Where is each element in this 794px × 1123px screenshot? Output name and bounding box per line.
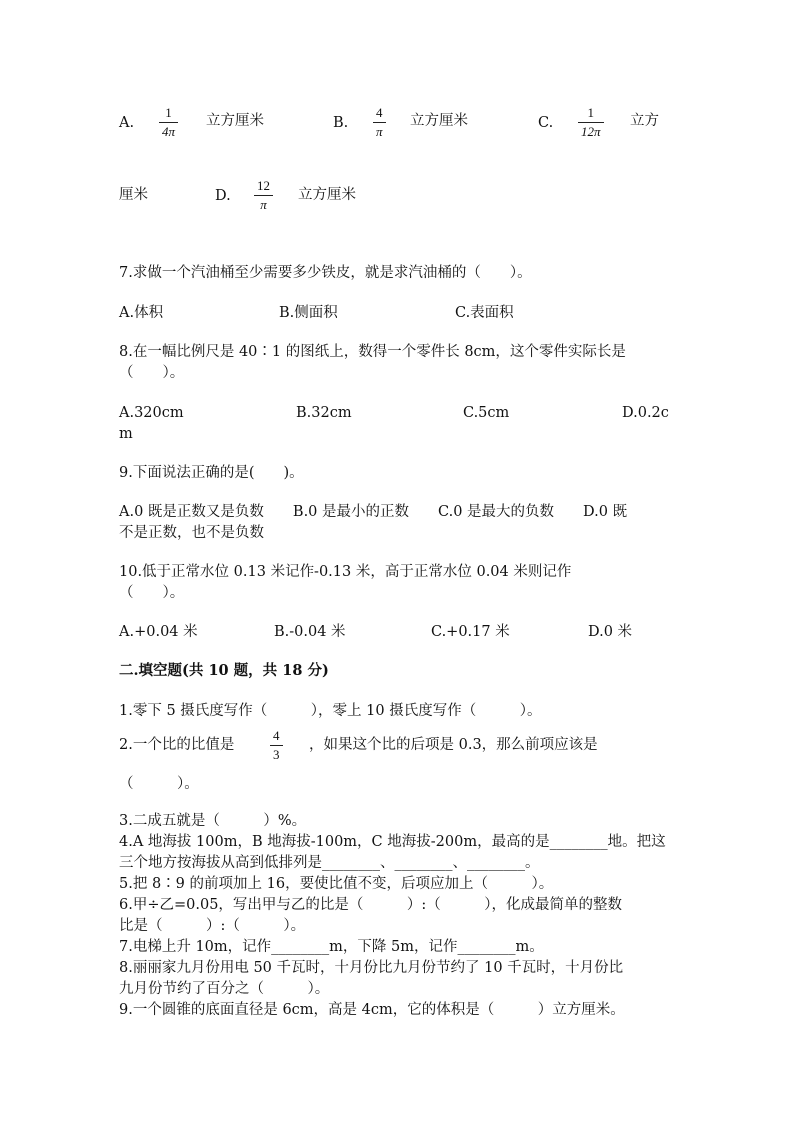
q9-options-line1: A.0 既是正数又是负数 B.0 是最小的正数 C.0 是最大的负数 D.0 既 <box>119 504 628 520</box>
q6-option-c-numerator: 1 <box>587 105 594 120</box>
fill-q9: 9.一个圆锥的底面直径是 6cm，高是 4cm，它的体积是（ ）立方厘米。 <box>119 1002 625 1018</box>
q6-option-d-numerator: 12 <box>257 178 270 193</box>
q10-option-b: B.-0.04 米 <box>274 624 346 640</box>
q6-option-d-letter: D. <box>215 188 231 204</box>
q6-option-d-fraction <box>254 179 273 211</box>
q10-option-d: D.0 米 <box>588 624 633 640</box>
q6-option-c-denominator: 12π <box>581 123 601 139</box>
fill-q6-line2: 比是（ ）:（ ）。 <box>119 918 306 934</box>
q6-option-a-letter: A. <box>119 115 135 131</box>
fill-q3: 3.二成五就是（ ）%。 <box>119 813 307 829</box>
q6-option-b-unit: 立方厘米 <box>410 113 468 129</box>
fill-q2-denominator: 3 <box>273 746 280 762</box>
q10-option-a: A.+0.04 米 <box>119 624 198 640</box>
q6-option-c-letter: C. <box>538 115 554 131</box>
q6-option-b-denominator: π <box>376 123 383 139</box>
fill-q8-line2: 九月份节约了百分之（ ）。 <box>119 981 330 997</box>
q7-option-b: B.侧面积 <box>279 305 338 321</box>
fill-q2-after: ，如果这个比的后项是 0.3，那么前项应该是 <box>309 737 598 753</box>
fill-q4-line1: 4.A 地海拔 100m，B 地海拔-100m，C 地海拔-200m，最高的是________地。把这 <box>119 834 666 850</box>
q6-option-a-numerator: 1 <box>165 105 172 120</box>
q7-option-c: C.表面积 <box>455 305 514 321</box>
q8-stem-line1: 8.在一幅比例尺是 40∶1 的图纸上，数得一个零件长 8cm，这个零件实际长是 <box>119 344 626 360</box>
q8-option-d: D.0.2c <box>622 405 669 421</box>
fill-q8-line1: 8.丽丽家九月份用电 50 千瓦时，十月份比九月份节约了 10 千瓦时，十月份比 <box>119 960 624 976</box>
q6-option-d-denominator: π <box>260 196 267 212</box>
q9-options-line2: 不是正数，也不是负数 <box>119 525 264 541</box>
q10-stem-line2: （ ）。 <box>119 585 185 601</box>
q6-option-a-fraction <box>159 106 178 138</box>
q8-option-a: A.320cm <box>119 405 184 421</box>
fill-q4-line2: 三个地方按海拔从高到低排列是________、________、________。 <box>119 855 540 871</box>
fill-q1: 1.零下 5 摄氏度写作（ ），零上 10 摄氏度写作（ ）。 <box>119 703 542 719</box>
fill-q2-line2: （ ）。 <box>119 776 199 792</box>
fill-q2-before: 2.一个比的比值是 <box>119 737 235 753</box>
fill-q5: 5.把 8∶9 的前项加上 16，要使比值不变，后项应加上（ ）。 <box>119 876 554 892</box>
q8-stem-line2: （ ）。 <box>119 365 185 381</box>
q10-option-c: C.+0.17 米 <box>431 624 510 640</box>
q6-option-b-fraction <box>373 106 386 138</box>
q6-option-a-denominator: 4π <box>162 123 176 139</box>
fill-q7: 7.电梯上升 10m，记作________m，下降 5m，记作________m。 <box>119 939 544 955</box>
fill-q2-fraction <box>270 729 283 761</box>
q6-option-c-unit: 立方 <box>630 113 659 129</box>
q7-option-a: A.体积 <box>119 305 164 321</box>
fill-q2-numerator: 4 <box>273 728 280 743</box>
q10-stem-line1: 10.低于正常水位 0.13 米记作-0.13 米，高于正常水位 0.04 米则记作 <box>119 564 572 580</box>
q6-option-a-unit: 立方厘米 <box>206 113 264 129</box>
q8-option-c: C.5cm <box>463 405 510 421</box>
q6-option-d-unit: 立方厘米 <box>298 187 356 203</box>
q6-option-b-letter: B. <box>333 115 349 131</box>
q7-stem: 7.求做一个汽油桶至少需要多少铁皮，就是求汽油桶的（ ）。 <box>119 265 532 281</box>
q8-option-d-wrap: m <box>119 426 133 442</box>
q6-option-b-numerator: 4 <box>376 105 383 120</box>
q9-stem: 9.下面说法正确的是( )。 <box>119 465 304 481</box>
q6-option-c-fraction <box>578 106 604 138</box>
q6-wrap-text: 厘米 <box>119 187 148 203</box>
q8-option-b: B.32cm <box>296 405 352 421</box>
fill-q6-line1: 6.甲÷乙=0.05，写出甲与乙的比是（ ）:（ ），化成最简单的整数 <box>119 897 623 913</box>
section2-title: 二.填空题(共 10 题，共 18 分) <box>119 662 329 679</box>
